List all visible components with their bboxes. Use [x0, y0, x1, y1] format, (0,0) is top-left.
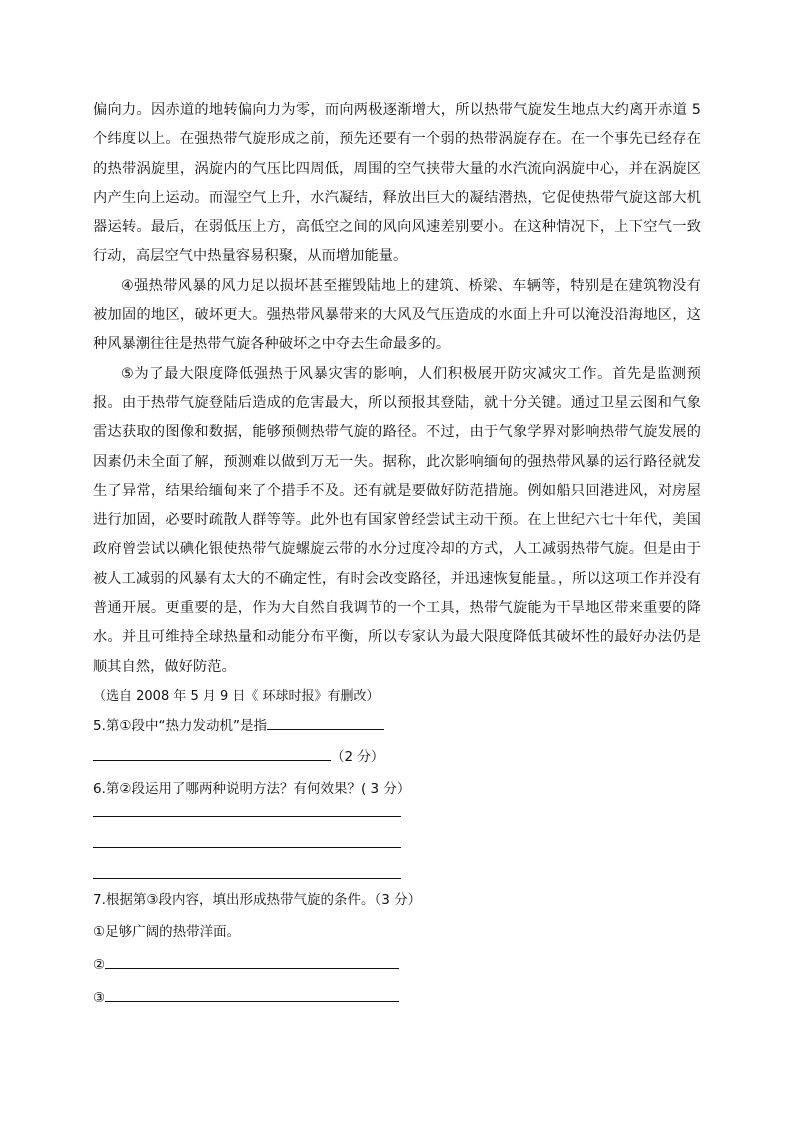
question-6-answer-line-3[interactable] — [93, 878, 401, 879]
question-6-answer-line-1[interactable] — [93, 816, 401, 817]
source-citation: （选自 2008 年 5 月 9 日《 环球时报》有删改） — [93, 688, 380, 704]
question-7-item-2-blank[interactable] — [105, 954, 399, 969]
question-7-item-1: ①足够广阔的热带洋面。 — [93, 923, 241, 940]
question-5-answer-blank-2[interactable] — [93, 746, 331, 761]
paragraph-continuation: 偏向力。因赤道的地转偏向力为零，而向两极逐渐增大，所以热带气旋发生地点大约离开赤道 5 个纬度以上。在强热带气旋形成之前，预先还要有一个弱的热带涡旋存在。在一个事先已经存在的热带涡旋里，涡旋内的气压比四周低，周围的空气挟带大量的水汽流向涡旋中心，并在涡旋区内产生向上运动。而湿空气上升，水汽凝结，释放出巨大的凝结潜热，它促使热带气旋这部大机器运转。最后，在弱低压上方，高低空之间的风向风速差别要小。在这种情况下，上下空气一致行动，高层空气中热量容易积聚，从而增加能量。 — [93, 102, 701, 265]
question-7-item-3-label: ③ — [93, 989, 106, 1006]
question-7-item-2-label: ② — [93, 956, 106, 973]
question-6 — [93, 779, 701, 879]
question-5-score: （2 分） — [331, 748, 385, 765]
question-5-answer-blank-1[interactable] — [267, 715, 384, 730]
question-7-item-3-blank[interactable] — [105, 987, 399, 1002]
question-5 — [93, 715, 701, 767]
question-7 — [93, 890, 701, 1008]
question-6-answer-line-2[interactable] — [93, 847, 401, 848]
question-6-text: 6.第②段运用了哪两种说明方法？有何效果？( 3 分） — [93, 780, 411, 797]
document-page — [93, 96, 701, 1008]
paragraph-5: ⑤为了最大限度降低强热于风暴灾害的影响，人们积极展开防灾减灾工作。首先是监测预报。由于热带气旋登陆后造成的危害最大，所以预报其登陆，就十分关键。通过卫星云图和气象雷达获取的图像和数据，能够预侧热带气旋的路径。不过，由于气象学界对影响热带气旋发展的因素仍未全面了解，预测难以做到万无一失。据称，此次影响缅甸的强热带风暴的运行路径就发生了异常，结果给缅甸来了个措手不及。还有就是要做好防范措施。例如船只回港进风，对房屋进行加固，必要时疏散人群等等。此外也有国家曾经尝试主动干预。在上世纪六七十年代，美国政府曾尝试以碘化银使热带气旋螺旋云带的水分过度冷却的方式，人工减弱热带气旋。但是由于被人工减弱的风暴有太大的不确定性，有时会改变路径，并迅速恢复能量。，所以这项工作并没有普通开展。更重要的是，作为大自然自我调节的一个工具，热带气旋能为干旱地区带来重要的降水。并且可维持全球热量和动能分布平衡，所以专家认为最大限度降低其破坏性的最好办法仍是顺其自然，做好防范。 — [93, 365, 701, 675]
question-5-text: 5.第①段中“热力发动机”是指 — [93, 717, 267, 734]
question-7-text: 7.根据第③段内容，填出形成热带气旋的条件。（3 分） — [93, 891, 422, 908]
paragraph-4: ④强热带风暴的风力足以损坏甚至摧毁陆地上的建筑、桥梁、车辆等，特别是在建筑物没有被加固的地区，破坏更大。强热带风暴带来的大风及气压造成的水面上升可以淹没沿海地区，这种风暴潮往往是热带气旋各种破坏之中夺去生命最多的。 — [93, 277, 701, 353]
